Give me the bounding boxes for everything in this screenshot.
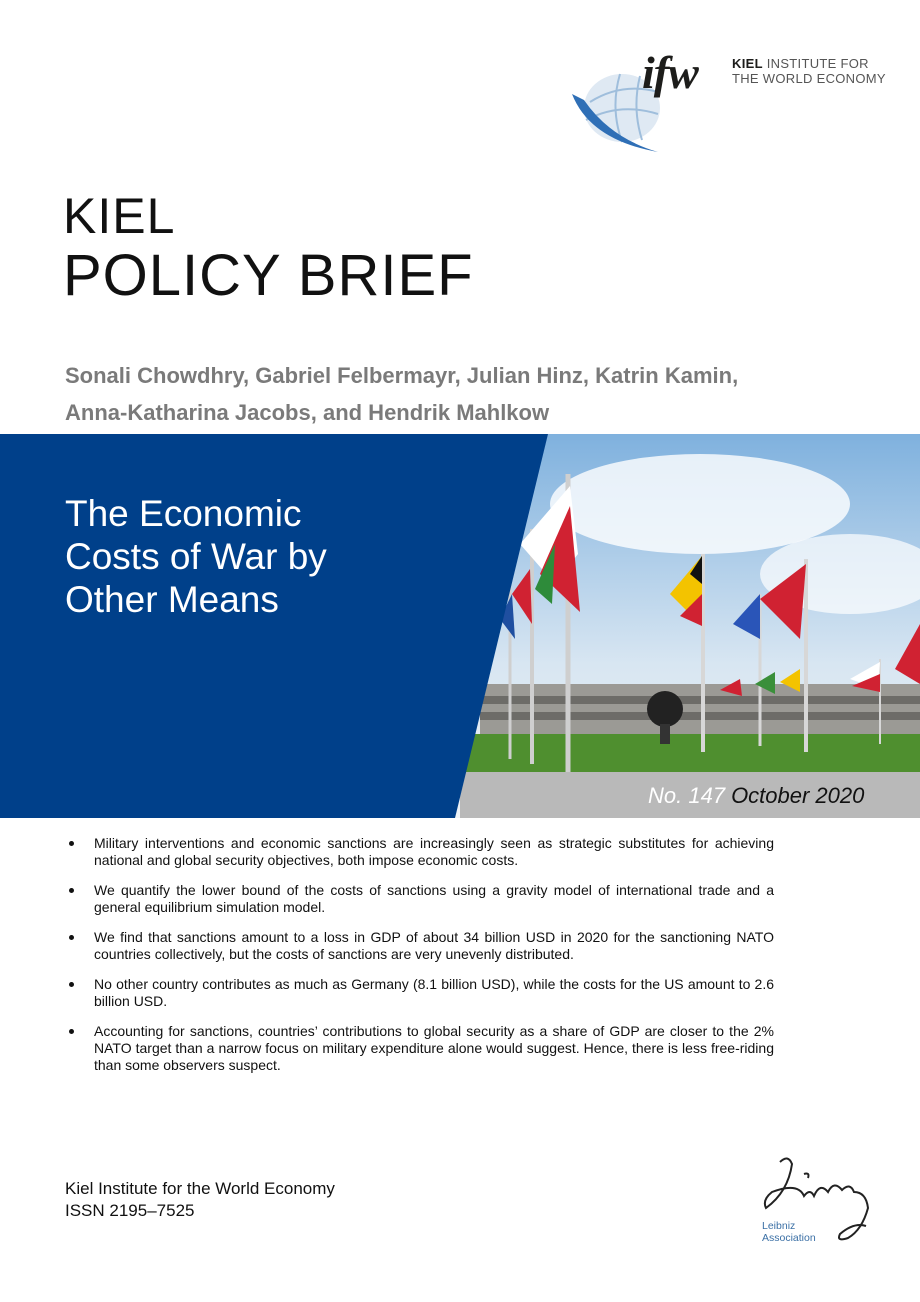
headline [65, 492, 485, 621]
headline-line-3: Other Means [65, 579, 279, 620]
authors-line-2: Anna-Katharina Jacobs, and Hendrik Mahlkow [65, 400, 550, 425]
ifw-wordmark: ifw [642, 47, 698, 98]
list-item: Military interventions and economic sanctions are increasingly seen as strategic substitutes for achieving national and global security objectives, both impose economic costs. [68, 835, 774, 869]
ifw-logo [570, 42, 890, 154]
series-title-kiel: KIEL [63, 188, 176, 244]
list-item: We find that sanctions amount to a loss in GDP of about 34 billion USD in 2020 for the sanctioning NATO countries collectively, but the costs of sanctions are very unevenly distributed. [68, 929, 774, 963]
key-findings-list [68, 835, 774, 1087]
leibniz-text: Leibniz Association [762, 1220, 816, 1244]
authors [65, 357, 885, 431]
bullet-icon [69, 888, 74, 893]
issue-label [648, 783, 864, 809]
logo-text: KIEL INSTITUTE FOR THE WORLD ECONOMY [732, 56, 886, 86]
issue-date: October 2020 [731, 783, 865, 808]
list-item: We quantify the lower bound of the costs of sanctions using a gravity model of international trade and a general equilibrium simulation model. [68, 882, 774, 916]
authors-line-1: Sonali Chowdhry, Gabriel Felbermayr, Julian Hinz, Katrin Kamin, [65, 363, 739, 388]
bullet-icon [69, 935, 74, 940]
footer-institute: Kiel Institute for the World Economy [65, 1179, 335, 1198]
list-item: Accounting for sanctions, countries’ contributions to global security as a share of GDP are closer to the 2% NATO target than a narrow focus on military expenditure alone would suggest. Hence, there is less free-riding than some observers suspect. [68, 1023, 774, 1074]
bullet-icon [69, 1029, 74, 1034]
list-item: No other country contributes as much as Germany (8.1 billion USD), while the costs for the US amount to 2.6 billion USD. [68, 976, 774, 1010]
bullet-icon [69, 982, 74, 987]
issue-number: No. 147 [648, 783, 726, 808]
footer-issn: ISSN 2195–7525 [65, 1201, 195, 1220]
bullet-icon [69, 841, 74, 846]
series-title-policy-brief: POLICY BRIEF [63, 243, 474, 308]
headline-line-2: Costs of War by [65, 536, 327, 577]
headline-line-1: The Economic [65, 493, 302, 534]
